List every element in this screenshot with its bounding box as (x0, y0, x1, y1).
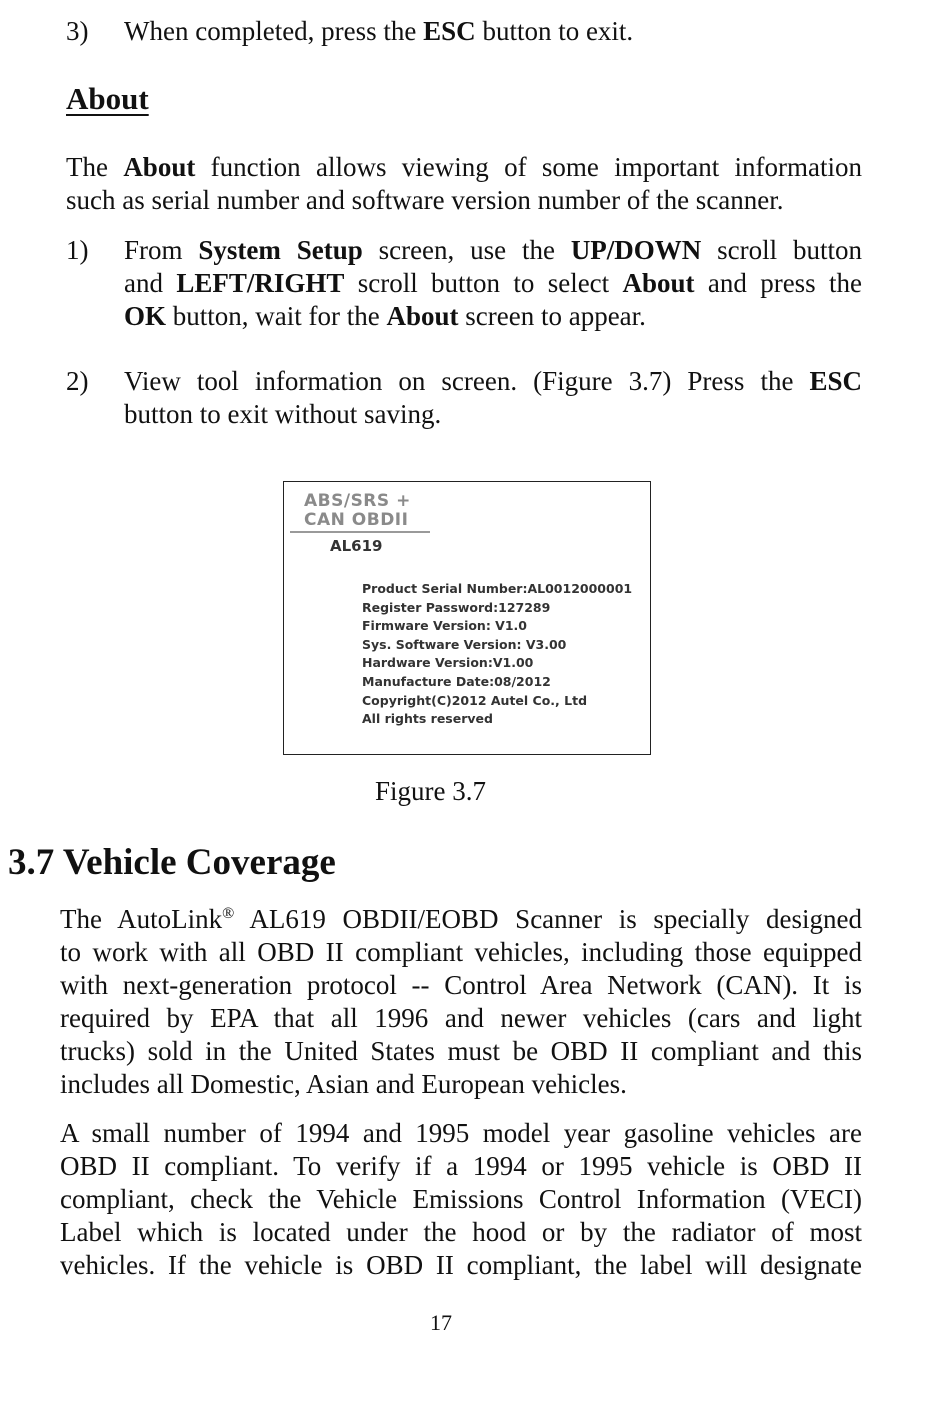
about-step-2-number: 2) (66, 366, 89, 396)
about-label: About (622, 268, 695, 298)
logo-text-line2: CAN OBDII (304, 510, 409, 530)
step-3-pre: When completed, press the (124, 16, 424, 46)
coverage-para1-line3: with next-generation protocol -- Control Area Network (CAN). It is (60, 970, 862, 1000)
coverage-para2-line5: vehicles. If the vehicle is OBD II compliant, the label will designate (60, 1250, 862, 1280)
device-info-list (362, 580, 632, 729)
s1l1-post: scroll button (701, 235, 862, 265)
about-step-2-line1 (124, 365, 862, 398)
logo-divider (290, 531, 430, 533)
about-intro-pre: The (66, 152, 124, 182)
about-heading: About (66, 81, 149, 116)
coverage-para2-line4: Label which is located under the hood or by the radiator of most (60, 1217, 862, 1247)
coverage-para2-line1: A small number of 1994 and 1995 model year gasoline vehicles are (60, 1118, 862, 1148)
coverage-para2-line2: OBD II compliant. To verify if a 1994 or 1995 vehicle is OBD II (60, 1151, 862, 1181)
info-rights: All rights reserved (362, 711, 493, 727)
ok-label: OK (124, 301, 167, 331)
info-register-password: Register Password:127289 (362, 599, 551, 615)
left-right-label: LEFT/RIGHT (176, 268, 345, 298)
system-setup-label: System Setup (198, 235, 363, 265)
info-serial-number: Product Serial Number:AL0012000001 (362, 581, 633, 596)
about-step-1-line2 (124, 267, 862, 300)
autolink-text: The AutoLink (60, 904, 223, 934)
esc-key-label-2: ESC (809, 366, 862, 396)
info-manufacture-date: Manufacture Date:08/2012 (362, 673, 551, 689)
about-screen-figure (283, 481, 651, 755)
esc-key-label: ESC (423, 16, 476, 46)
s1l3-post: screen to appear. (458, 301, 646, 331)
about-intro-line1 (66, 151, 862, 184)
about-step-2-line2: button to exit without saving. (124, 399, 442, 429)
model-label: AL619 (330, 537, 383, 555)
logo-text-line1: ABS/SRS + (304, 491, 411, 511)
up-down-label: UP/DOWN (570, 235, 702, 265)
step-3-post: button to exit. (475, 16, 634, 46)
about-step-1-line3 (124, 300, 862, 333)
s1l1-pre: From (124, 235, 199, 265)
s1l3-mid: button, wait for the (166, 301, 387, 331)
s1l1-mid: screen, use the (362, 235, 571, 265)
step-3-text (124, 15, 864, 48)
about-intro-line2: such as serial number and software version number of the scanner. (66, 185, 784, 215)
s2l1-pre: View tool information on screen. (Figure 3.7) Press the (124, 366, 810, 396)
info-firmware-version: Firmware Version: V1.0 (362, 618, 528, 634)
about-step-1-line1 (124, 234, 862, 267)
about-step-1-number: 1) (66, 235, 89, 265)
s1l2-post: and press the (694, 268, 863, 298)
coverage-para1-line1 (60, 903, 862, 936)
page-number: 17 (430, 1310, 452, 1335)
step-3-number: 3) (66, 16, 89, 46)
s1l2-pre: and (124, 268, 177, 298)
coverage-para2-line3: compliant, check the Vehicle Emissions Control Information (VECI) (60, 1184, 862, 1214)
info-software-version: Sys. Software Version: V3.00 (362, 636, 567, 652)
about-intro-post: function allows viewing of some important information (195, 152, 862, 182)
info-hardware-version: Hardware Version:V1.00 (362, 655, 534, 671)
registered-mark: ® (222, 905, 235, 922)
coverage-para1-line6: includes all Domestic, Asian and European vehicles. (60, 1069, 627, 1099)
figure-caption: Figure 3.7 (375, 776, 486, 806)
about-label-2: About (386, 301, 459, 331)
coverage-para1-line5: trucks) sold in the United States must be OBD II compliant and this (60, 1036, 862, 1066)
about-intro-bold: About (123, 152, 196, 182)
p1l1-rest: AL619 OBDII/EOBD Scanner is specially designed (234, 904, 862, 934)
section-title: 3.7 Vehicle Coverage (8, 842, 336, 883)
coverage-para1-line2: to work with all OBD II compliant vehicles, including those equipped (60, 937, 862, 967)
s1l2-mid: scroll button to select (344, 268, 623, 298)
info-copyright: Copyright(C)2012 Autel Co., Ltd (362, 692, 588, 708)
coverage-para1-line4: required by EPA that all 1996 and newer vehicles (cars and light (60, 1003, 862, 1033)
